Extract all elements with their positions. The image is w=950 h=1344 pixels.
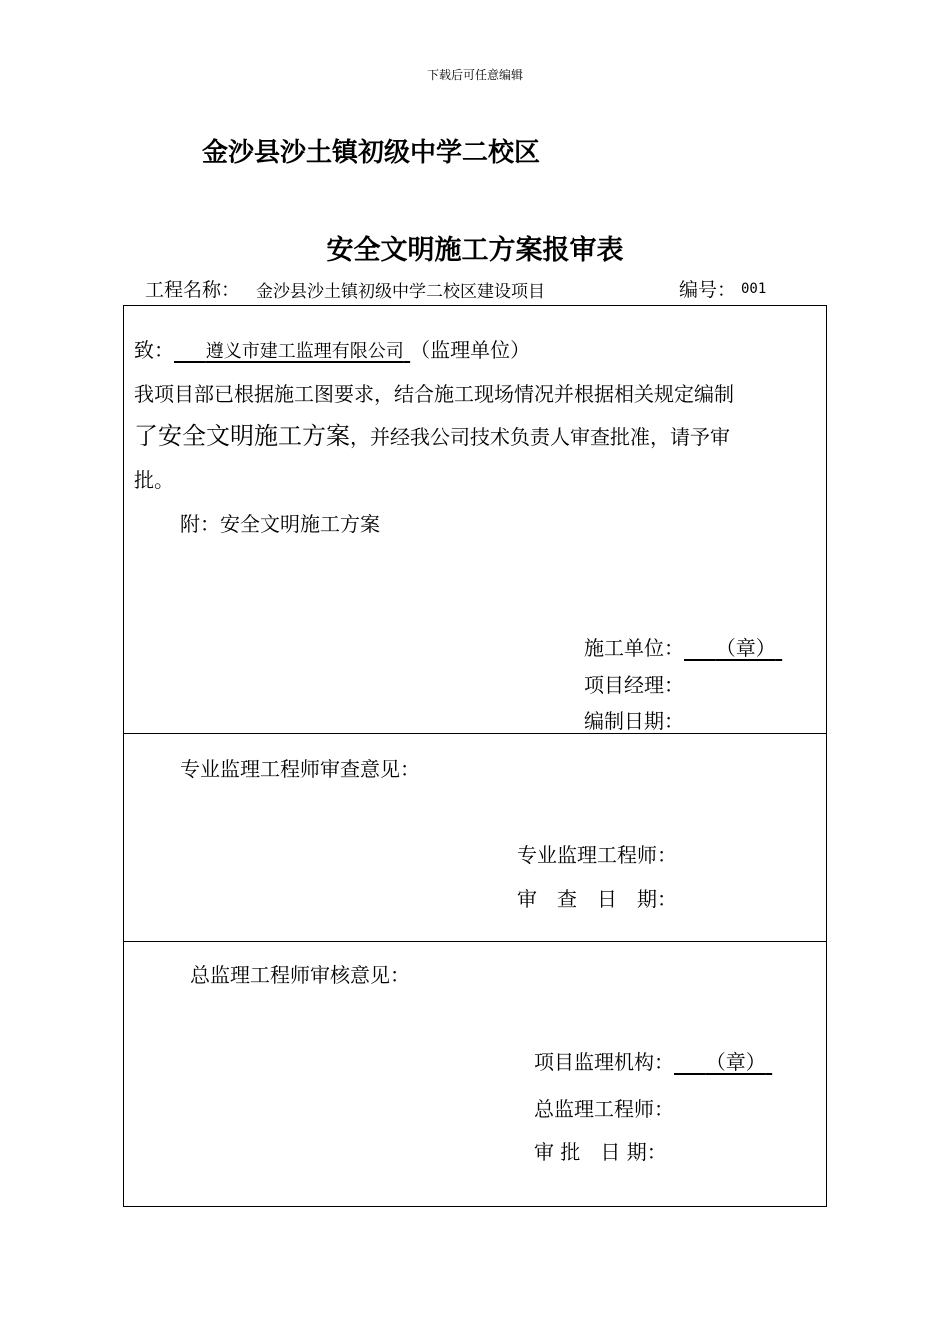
addressee-company: 遵义市建工监理有限公司: [205, 341, 404, 362]
chief-engineer-label: 总监理工程师：: [534, 1097, 674, 1121]
form-number-label: 编号：: [679, 279, 737, 301]
body-line-2: [134, 416, 730, 451]
section-divider: [124, 941, 826, 942]
approval-form-table: [123, 305, 827, 1207]
section-divider: [124, 733, 826, 734]
chief-opinion-label: 总监理工程师审核意见：: [190, 963, 410, 987]
body-plan-name: 了安全文明施工方案: [134, 422, 350, 450]
project-name-value: 金沙县沙土镇初级中学二校区建设项目: [256, 282, 545, 302]
header-note: 下载后可任意编辑: [426, 68, 523, 82]
construction-unit-line: [584, 632, 782, 661]
attachment-line: 附：安全文明施工方案: [180, 512, 380, 536]
specialist-opinion-label: 专业监理工程师审查意见：: [180, 757, 420, 781]
body-line-3: 批。: [134, 468, 174, 492]
addressee-line: [134, 334, 530, 363]
project-name-label: 工程名称：: [145, 279, 241, 301]
project-manager-label: 项目经理：: [584, 673, 684, 697]
addressee-suffix: （监理单位）: [410, 338, 531, 362]
prepared-date-label: 编制日期：: [584, 709, 684, 733]
construction-unit-seal: （章）: [715, 636, 776, 660]
construction-unit-label: 施工单位：: [584, 636, 684, 660]
specialist-engineer-label: 专业监理工程师：: [517, 843, 677, 867]
school-name: 金沙县沙土镇初级中学二校区: [202, 138, 541, 168]
body-line-1: 我项目部已根据施工图要求，结合施工现场情况并根据相关规定编制: [134, 382, 734, 406]
review-date-label: 审 查 日 期：: [517, 887, 677, 911]
supervision-org-label: 项目监理机构：: [534, 1050, 674, 1074]
body-line-2-rest: ，并经我公司技术负责人审查批准，请予审: [350, 425, 730, 449]
approval-date-label: 审 批 日 期：: [534, 1140, 667, 1164]
addressee-label: 致：: [134, 338, 174, 362]
form-title: 安全文明施工方案报审表: [326, 235, 624, 266]
supervision-org-line: [534, 1046, 772, 1075]
supervision-org-seal: （章）: [705, 1050, 766, 1074]
form-number-value: 001: [741, 281, 767, 297]
